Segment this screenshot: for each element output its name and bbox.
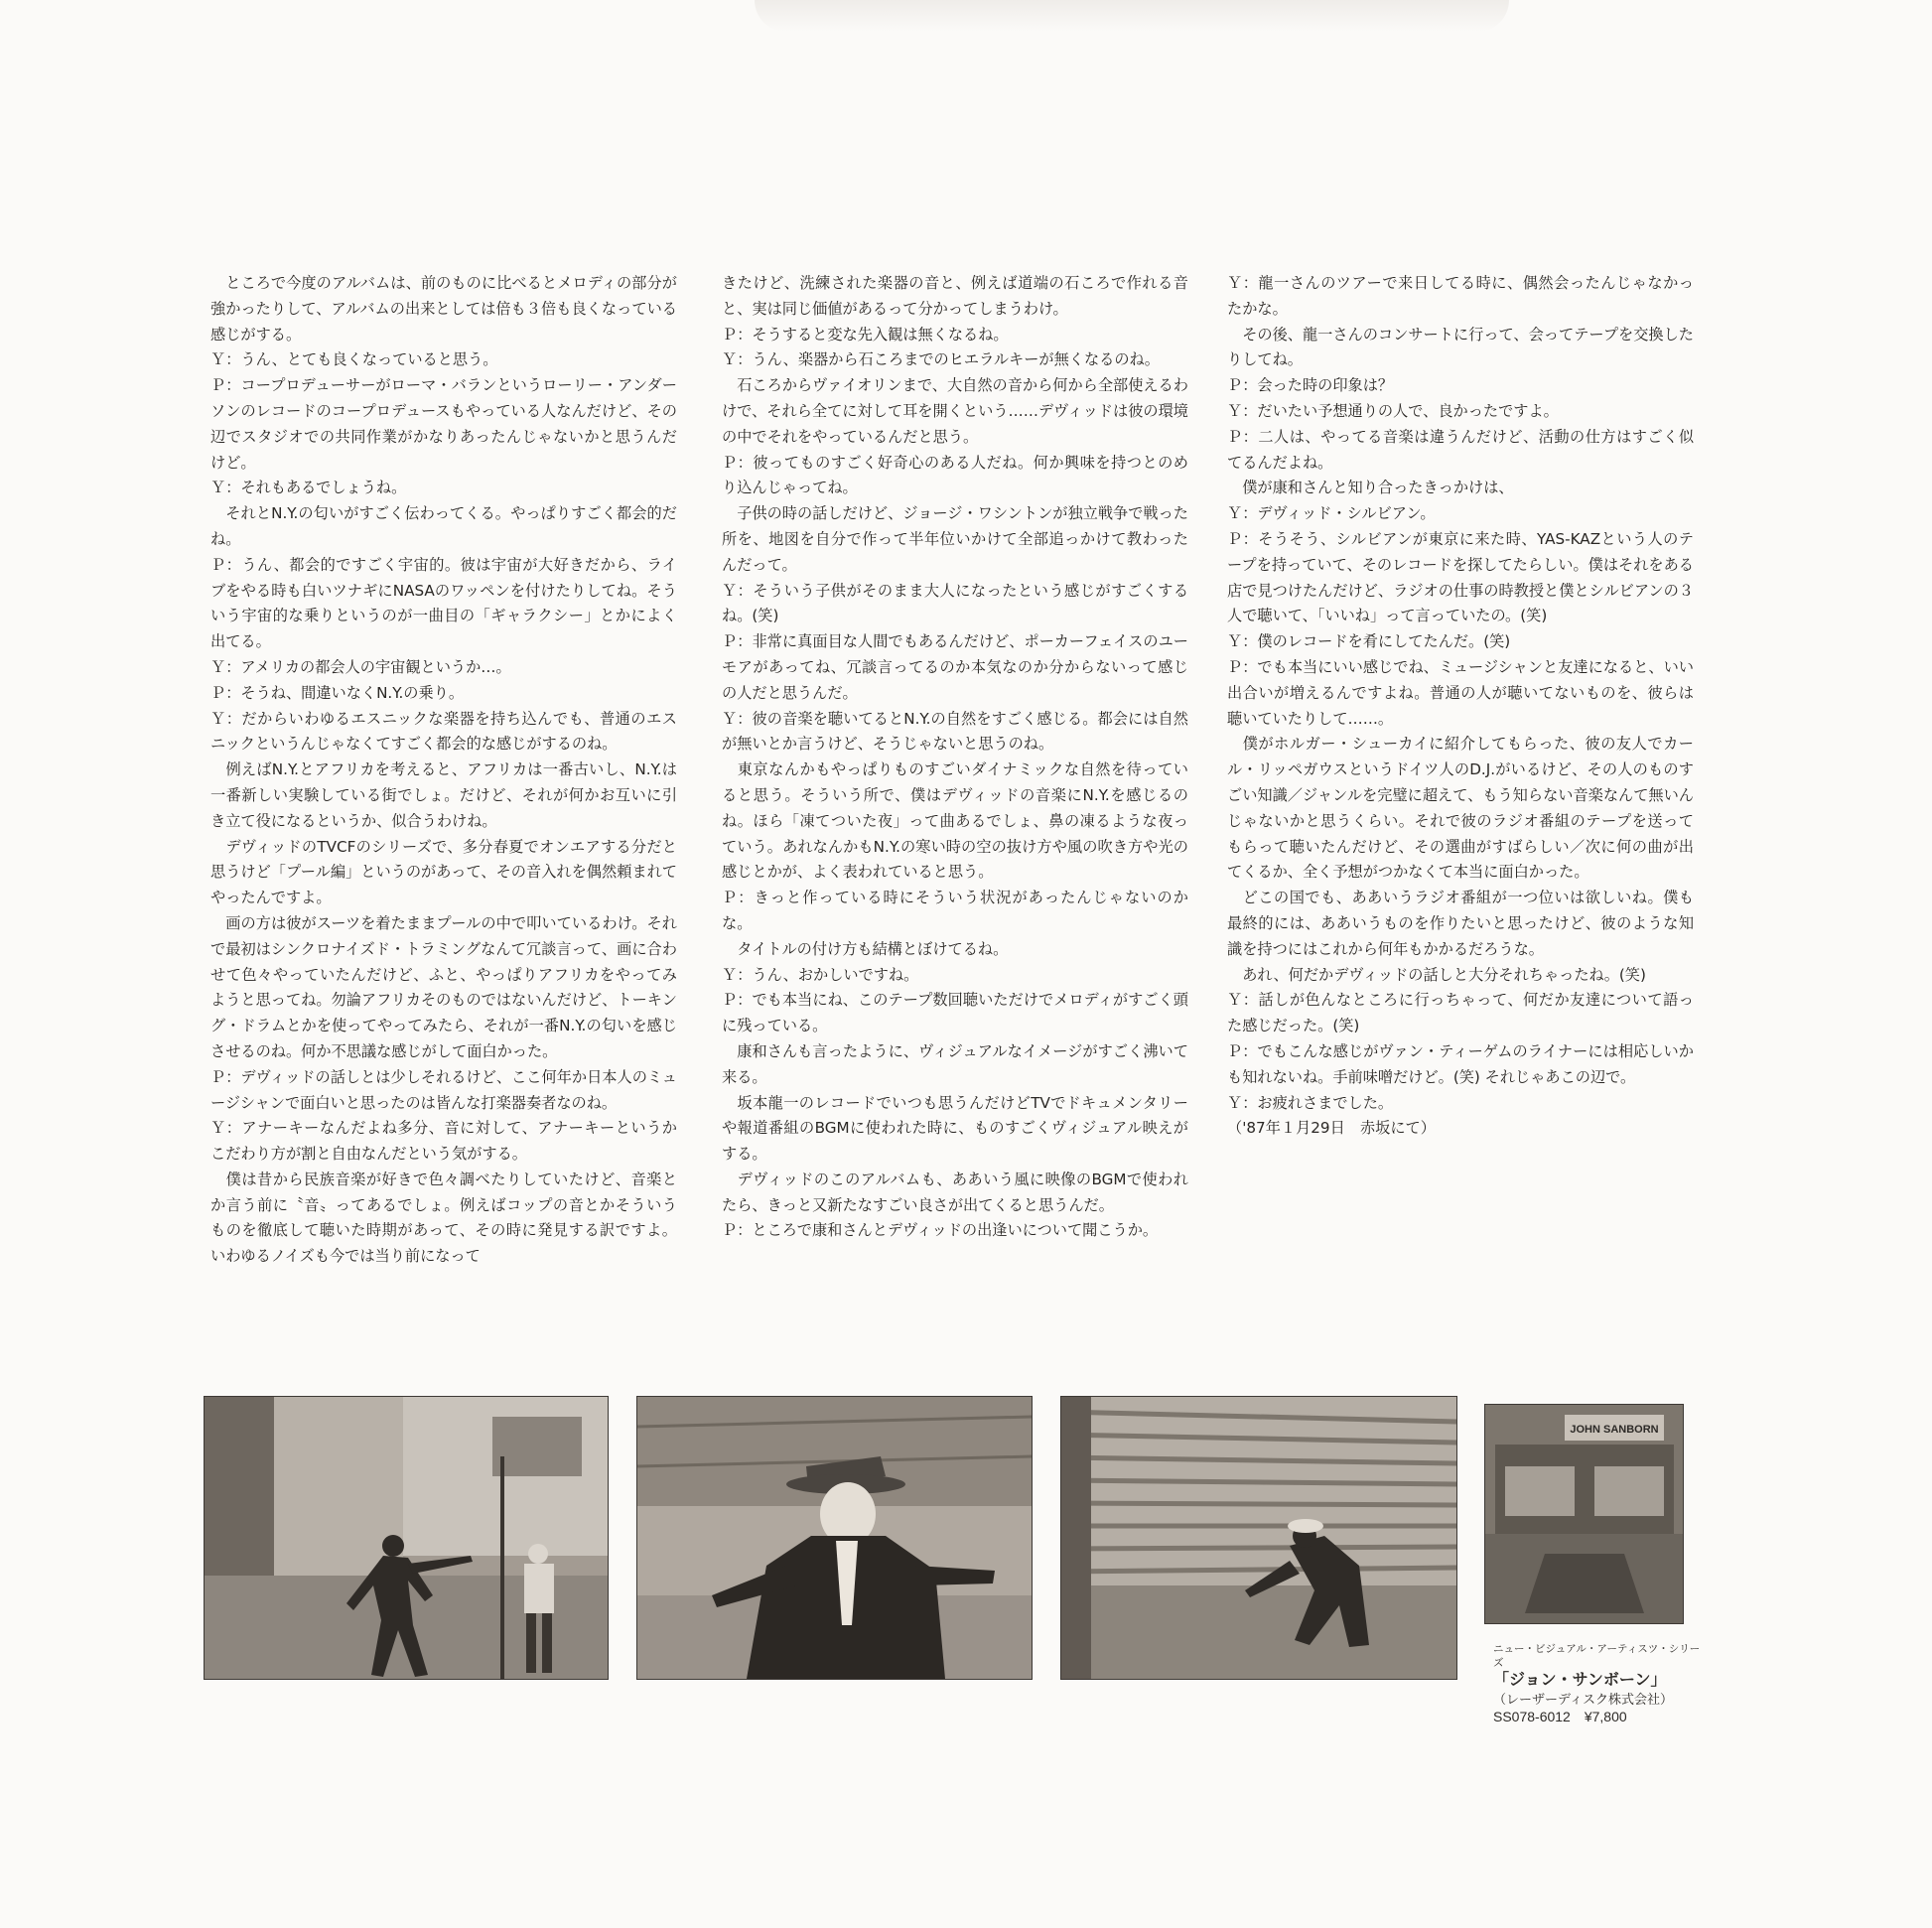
article-column-2 <box>722 271 1188 1244</box>
paragraph: Ｐ：ところで康和さんとデヴィッドの出逢いについて聞こうか。 <box>722 1221 1159 1240</box>
paragraph: Ｐ：そうそう、シルビアンが東京に来た時、YAS-KAZという人のテープを持っていて、そのレコードを探してたらしい。僕はそれをある店で見つけたんだけど、ラジオの仕事の時教授と僕とシルビアンの３人で聴いて、「いいね」って言っていたの。(笑) <box>1227 529 1694 625</box>
paragraph: Ｙ：アナーキーなんだよね多分、音に対して、アナーキーというかこだわり方が割と自由なんだという気がする。 <box>210 1119 677 1164</box>
paragraph: Ｙ：彼の音楽を聴いてるとN.Y.の自然をすごく感じる。都会には自然が無いとか言うけど、そうじゃないと思うのね。 <box>722 709 1188 754</box>
laserdisc-title: 「ジョン・サンボーン」 <box>1493 1672 1667 1689</box>
paragraph: 子供の時の話しだけど、ジョージ・ワシントンが独立戦争で戦った所を、地図を自分で作って半年位いかけて全部追っかけて教わったんだって。 <box>722 504 1188 574</box>
paragraph: タイトルの付け方も結構とぼけてるね。 <box>722 939 1009 958</box>
paragraph: Ｐ：会った時の印象は？ <box>1227 376 1394 395</box>
paragraph: Ｙ：だいたい予想通りの人で、良かったですよ。 <box>1227 401 1559 420</box>
paragraph: Ｙ：アメリカの都会人の宇宙観というか…。 <box>210 657 511 676</box>
paragraph: どこの国でも、ああいうラジオ番組が一つ位いは欲しいね。僕も最終的には、ああいうものを作りたいと思ったけど、彼のような知識を持つにはこれから何年もかかるだろうな。 <box>1227 889 1694 958</box>
photo-man-with-hat <box>636 1396 1033 1680</box>
paragraph: 僕が康和さんと知り合ったきっかけは、 <box>1227 479 1514 497</box>
paragraph: きたけど、洗練された楽器の音と、例えば道端の石ころで作れる音と、実は同じ価値があるって分かってしまうわけ。 <box>722 274 1188 318</box>
paragraph: Ｐ：コープロデューサーがローマ・バランというローリー・アンダーソンのレコードのコープロデュースもやっている人なんだけど、その辺でスタジオでの共同作業がかなりあったんじゃないかと思うんだけど。 <box>210 376 677 472</box>
laserdisc-catalog: SS078-6012 ¥7,800 <box>1493 1709 1627 1724</box>
paragraph: デヴィッドのこのアルバムも、ああいう風に映像のBGMで使われたら、きっと又新たなすごい良さが出てくると思うんだ。 <box>722 1170 1188 1214</box>
paragraph: Ｙ：だからいわゆるエスニックな楽器を持ち込んでも、普通のエスニックというんじゃなくてすごく都会的な感じがするのね。 <box>210 709 677 754</box>
paragraph: Ｐ：うん、都会的ですごく宇宙的。彼は宇宙が大好きだから、ライブをやる時も白いツナギにNASAのワッペンを付けたりしてね。そういう宇宙的な乗りというのが一曲目の「ギャラクシー」とかによく出てる。 <box>210 555 677 651</box>
page-top-smudge <box>755 0 1509 32</box>
paragraph: Ｐ：二人は、やってる音楽は違うんだけど、活動の仕方はすごく似てるんだよね。 <box>1227 427 1694 472</box>
paragraph: 坂本龍一のレコードでいつも思うんだけどTVでドキュメンタリーや報道番組のBGMに使われた時に、ものすごくヴィジュアル映えがする。 <box>722 1093 1188 1164</box>
paragraph: Ｙ：それもあるでしょうね。 <box>210 479 407 497</box>
laserdisc-cover <box>1484 1404 1684 1624</box>
paragraph: Ｙ：お疲れさまでした。 <box>1227 1093 1394 1112</box>
paragraph: あれ、何だかデヴィッドの話しと大分それちゃったね。(笑) <box>1227 965 1646 984</box>
article-column-3 <box>1227 271 1694 1142</box>
paragraph: 画の方は彼がスーツを着たままプールの中で叩いているわけ。それで最初はシンクロナイズド・トラミングなんて冗談言って、画に合わせて色々やっていたんだけど、ふと、やっぱりアフリカをやってみようと思ってね。勿論アフリカそのものではないんだけど、トーキング・ドラムとかを使ってやってみたら、それが一番N.Y.の匂いを感じさせるのね。何か不思議な感じがして面白かった。 <box>210 913 677 1060</box>
paragraph: Ｐ：デヴィッドの話しとは少しそれるけど、ここ何年か日本人のミュージシャンで面白いと思ったのは皆んな打楽器奏者なのね。 <box>210 1067 677 1112</box>
date-note: （'87年１月29日 赤坂にて） <box>1227 1119 1436 1138</box>
paragraph: Ｙ：うん、おかしいですね。 <box>722 965 919 984</box>
paragraph: Ｙ：話しが色んなところに行っちゃって、何だか友達について語った感じだった。(笑) <box>1227 991 1694 1035</box>
paragraph: Ｙ：うん、楽器から石ころまでのヒエラルキーが無くなるのね。 <box>722 350 1160 369</box>
laserdisc-publisher: （レーザーディスク株式会社） <box>1493 1692 1673 1707</box>
paragraph: Ｐ：彼ってものすごく好奇心のある人だね。何か興味を持つとのめり込んじゃってね。 <box>722 453 1188 497</box>
paragraph: Ｐ：でも本当にね、このテープ数回聴いただけでメロディがすごく頭に残っている。 <box>722 991 1188 1035</box>
paragraph: Ｙ：僕のレコードを肴にしてたんだ。(笑) <box>1227 632 1511 651</box>
paragraph: Ｙ：そういう子供がそのまま大人になったという感じがすごくするね。(笑) <box>722 581 1188 625</box>
paragraph: Ｐ：非常に真面目な人間でもあるんだけど、ポーカーフェイスのユーモアがあってね、冗談言ってるのか本気なのか分からないって感じの人だと思うんだ。 <box>722 632 1188 702</box>
paragraph: その後、龍一さんのコンサートに行って、会ってテープを交換したりしてね。 <box>1227 325 1694 369</box>
laserdisc-series: ニュー・ビジュアル・アーティスツ・シリーズ <box>1493 1643 1701 1669</box>
photo-shutter-scene <box>1060 1396 1457 1680</box>
laserdisc-cover-title: JOHN SANBORN <box>1570 1424 1659 1436</box>
paragraph: デヴィッドのTVCFのシリーズで、多分春夏でオンエアする分だと思うけど「プール編」というのがあって、その音入れを偶然頼まれてやったんですよ。 <box>210 837 677 907</box>
paragraph: 康和さんも言ったように、ヴィジュアルなイメージがすごく沸いて来る。 <box>722 1041 1188 1086</box>
paragraph: ところで今度のアルバムは、前のものに比べるとメロディの部分が強かったりして、アルバムの出来としては倍も３倍も良くなっている感じがする。 <box>210 274 677 344</box>
paragraph: 東京なんかもやっぱりものすごいダイナミックな自然を待っていると思う。そういう所で、僕はデヴィッドの音楽にN.Y.を感じるのね。ほら「凍てついた夜」って曲あるでしょ、鼻の凍るような夜っていう。あれなんかもN.Y.の寒い時の空の抜け方や風の吹き方や光の感じとかが、よく表われていると思う。 <box>722 760 1188 882</box>
paragraph: Ｙ：デヴィッド・シルビアン。 <box>1227 504 1436 523</box>
paragraph: Ｙ：うん、とても良くなっていると思う。 <box>210 350 498 369</box>
paragraph: 例えばN.Y.とアフリカを考えると、アフリカは一番古いし、N.Y.は一番新しい実験している街でしょ。だけど、それが何かお互いに引き立て役になるというか、似合うわけね。 <box>210 760 677 830</box>
paragraph: 僕がホルガー・シューカイに紹介してもらった、彼の友人でカール・リッペガウスというドイツ人のD.J.がいるけど、その人のものすごい知識／ジャンルを完璧に超えて、もう知らない音楽なんて無いんじゃないかと思うくらい。それで彼のラジオ番組のテープを送ってもらって聴いたんだけど、その選曲がすばらしい／次に何の曲が出てくるか、全く予想がつかなくて本当に面白かった。 <box>1227 735 1694 882</box>
paragraph: それとN.Y.の匂いがすごく伝わってくる。やっぱりすごく都会的だね。 <box>210 504 677 548</box>
paragraph: Ｙ：龍一さんのツアーで来日してる時に、偶然会ったんじゃなかったかな。 <box>1227 274 1694 318</box>
paragraph: Ｐ：でもこんな感じがヴァン・ティーゲムのライナーには相応しいかも知れないね。手前味噌だけど。(笑) それじゃあこの辺で。 <box>1227 1041 1694 1086</box>
paragraph: Ｐ：そうね、間違いなくN.Y.の乗り。 <box>210 683 465 702</box>
paragraph: Ｐ：そうすると変な先入観は無くなるね。 <box>722 325 1009 344</box>
photo-street-performer <box>204 1396 609 1680</box>
laserdisc-caption <box>1493 1642 1702 1726</box>
paragraph: Ｐ：でも本当にいい感じでね、ミュージシャンと友達になると、いい出合いが増えるんですよね。普通の人が聴いてないものを、彼らは聴いていたりして……。 <box>1227 657 1694 728</box>
paragraph: 石ころからヴァイオリンまで、大自然の音から何から全部使えるわけで、それら全てに対して耳を開くという……デヴィッドは彼の環境の中でそれをやっているんだと思う。 <box>722 376 1188 446</box>
article-column-1 <box>210 271 677 1270</box>
paragraph: 僕は昔から民族音楽が好きで色々調べたりしていたけど、音楽とか言う前に〝音〟ってあるでしょ。例えばコップの音とかそういうものを徹底して聴いた時期があって、その時に発見する訳ですよ。いわゆるノイズも今では当り前になって <box>210 1170 677 1266</box>
paragraph: Ｐ：きっと作っている時にそういう状況があったんじゃないのかな。 <box>722 889 1188 932</box>
